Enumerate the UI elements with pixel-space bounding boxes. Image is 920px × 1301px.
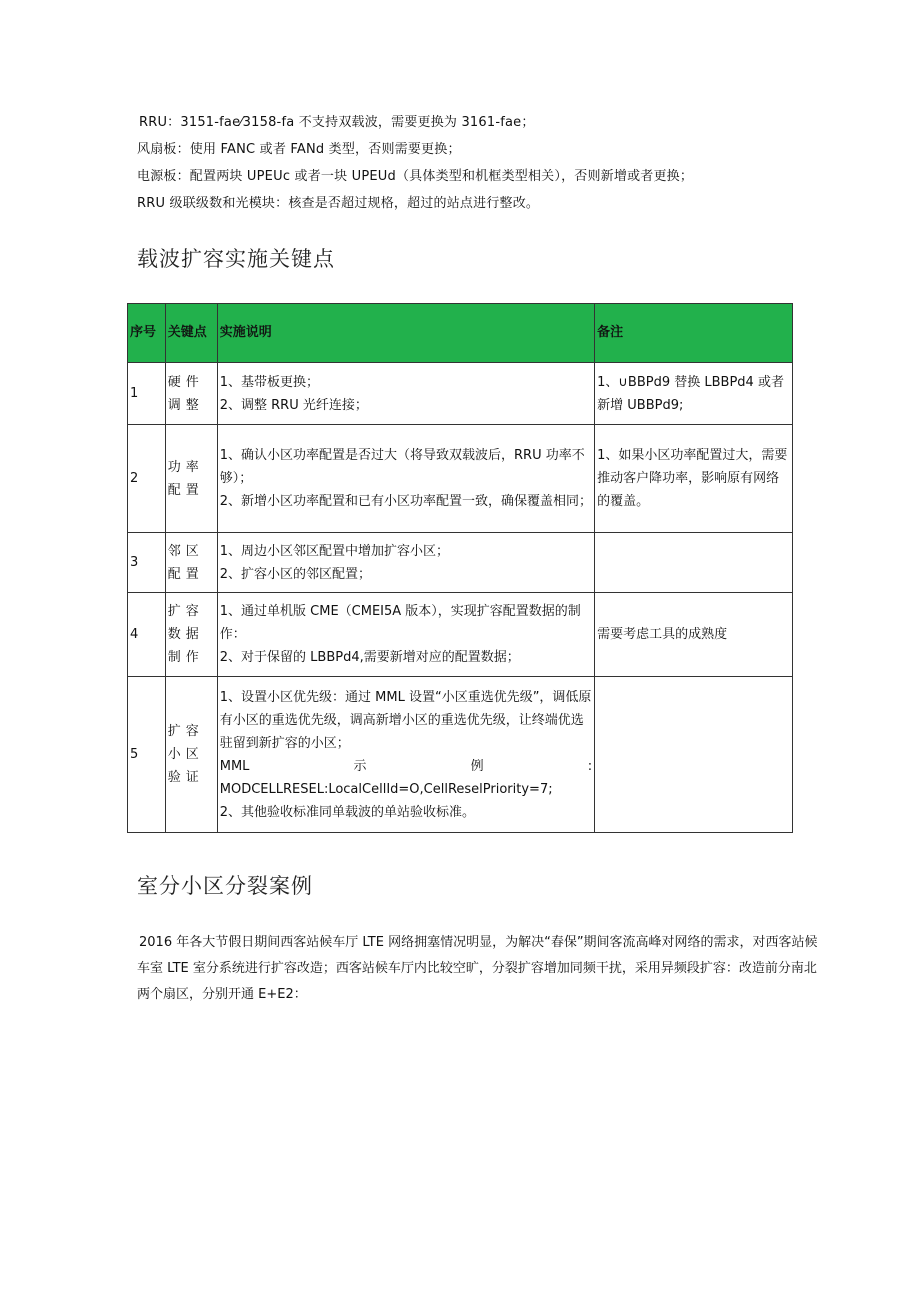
desc-line: 1、周边小区邻区配置中增加扩容小区； — [219, 543, 450, 559]
mml-word: MML — [219, 758, 250, 774]
desc-line: 2、对于保留的 LBBPd4,需要新增对应的配置数据； — [219, 650, 520, 665]
row-keypoint: 硬件调整 — [165, 363, 217, 425]
table-row — [128, 363, 793, 425]
table-row — [128, 677, 793, 833]
row-note — [595, 677, 793, 833]
row-desc — [217, 425, 594, 533]
header-desc: 实施说明 — [217, 304, 594, 363]
intro-block — [137, 113, 837, 221]
case-paragraph-block — [137, 930, 827, 1008]
desc-line: 1、基带板更换； — [219, 374, 320, 390]
mml-example-label — [220, 755, 592, 778]
row-no: 2 — [128, 425, 166, 533]
row-keypoint: 邻区配置 — [165, 533, 217, 593]
row-desc — [217, 533, 594, 593]
row-no: 1 — [128, 363, 166, 425]
mml-command: MODCELLRESEL:LocalCellId=O,CellReselPriority=7; — [219, 781, 553, 797]
table-row — [128, 593, 793, 677]
mml-word: : — [587, 758, 593, 774]
row-no: 4 — [128, 593, 166, 677]
table-row — [128, 425, 793, 533]
row-note: 1、如果小区功率配置过大，需要推动客户降功率，影响原有网络的覆盖。 — [595, 425, 793, 533]
header-no: 序号 — [128, 304, 166, 363]
row-keypoint: 扩容小区验证 — [165, 677, 217, 833]
row-note — [595, 533, 793, 593]
desc-line: 2、调整 RRU 光纤连接； — [219, 397, 368, 413]
header-keypoint: 关键点 — [165, 304, 217, 363]
mml-word: 示 — [353, 758, 367, 774]
row-note: 需要考虑工具的成熟度 — [595, 593, 793, 677]
table-header-row — [128, 304, 793, 363]
section-title-carrier-expansion: 载波扩容实施关键点 — [137, 247, 335, 271]
case-paragraph: 2016 年各大节假日期间西客站候车厅 LTE 网络拥塞情况明显，为解决“春保”期间客流高峰对网络的需求，对西客站候车室 LTE 室分系统进行扩容改造；西客站候车厅内比较空旷，分裂扩容增加同频干扰，采用异频段扩容：改造前分南北两个扇区，分别开通 E+E2： — [137, 935, 818, 1002]
intro-line-fan: 风扇板：使用 FANC 或者 FANd 类型，否则需要更换； — [137, 142, 461, 157]
row-desc — [217, 363, 594, 425]
row-keypoint: 扩容数据制作 — [165, 593, 217, 677]
desc-line: 1、确认小区功率配置是否过大（将导致双载波后，RRU 功率不够）； — [219, 448, 585, 486]
header-note: 备注 — [595, 304, 793, 363]
row-no: 5 — [128, 677, 166, 833]
row-keypoint: 功率配置 — [165, 425, 217, 533]
row-desc — [217, 677, 594, 833]
table-row — [128, 533, 793, 593]
intro-line-power: 电源板：配置两块 UPEUc 或者一块 UPEUd（具体类型和机框类型相关），否则新增或者更换； — [137, 169, 694, 184]
desc-line: 2、扩容小区的邻区配置； — [219, 566, 372, 582]
intro-line-cascade: RRU 级联级数和光模块：核查是否超过规格，超过的站点进行整改。 — [137, 196, 540, 211]
desc-line: 1、通过单机版 CME（CMEI5A 版本），实现扩容配置数据的制作： — [219, 604, 581, 642]
mml-word: 例 — [470, 758, 484, 774]
keypoints-table — [127, 303, 793, 833]
desc-line: 2、新增小区功率配置和已有小区功率配置一致，确保覆盖相同； — [219, 494, 593, 509]
desc-line: 2、其他验收标准同单载波的单站验收标准。 — [219, 804, 476, 820]
row-note: 1、∪BBPd9 替换 LBBPd4 或者新增 UBBPd9; — [595, 363, 793, 425]
section-title-indoor-split: 室分小区分裂案例 — [137, 874, 313, 898]
row-no: 3 — [128, 533, 166, 593]
row-desc — [217, 593, 594, 677]
desc-line: 1、设置小区优先级：通过 MML 设置“小区重选优先级”，调低原有小区的重选优先级，调高新增小区的重选优先级，让终端优选驻留到新扩容的小区； — [219, 689, 592, 751]
intro-line-rru: RRU：3151-fae⁄3158-fa 不支持双载波，需要更换为 3161-fae； — [139, 115, 535, 130]
